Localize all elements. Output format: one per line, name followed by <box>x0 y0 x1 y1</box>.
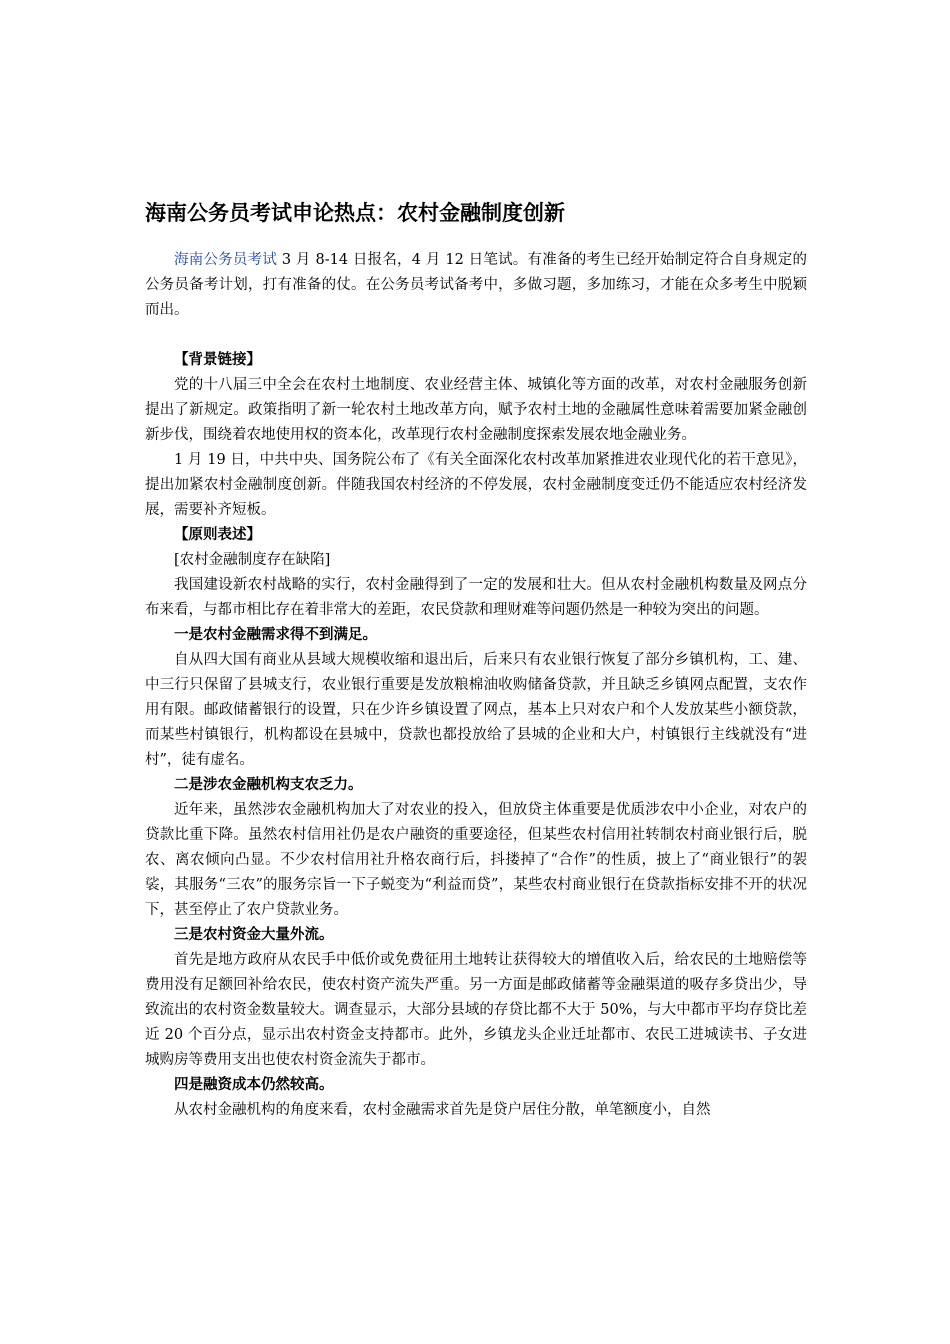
point2-heading: 二是涉农金融机构支农乏力。 <box>174 777 363 793</box>
background-paragraph-1: 党的十八届三中全会在农村土地制度、农业经营主体、城镇化等方面的改革，对农村金融服务创新提出了新规定。政策指明了新一轮农村土地改革方向，赋予农村土地的金融属性意味着需要加紧金融创新步伐，围绕着农地使用权的资本化，改革现行农村金融制度探索发展农地金融业务。 <box>145 377 807 443</box>
point3-heading: 三是农村资金大量外流。 <box>174 927 334 943</box>
exam-link[interactable]: 海南公务员考试 <box>174 252 278 268</box>
intro-paragraph <box>145 248 807 323</box>
point1-heading: 一是农村金融需求得不到满足。 <box>174 627 377 643</box>
background-heading: 【背景链接】 <box>174 352 261 368</box>
article-body <box>145 248 807 1123</box>
background-paragraph-2: 1 月 19 日，中共中央、国务院公布了《有关全面深化农村改革加紧推进农业现代化的若干意见》，提出加紧农村金融制度创新。伴随我国农村经济的不停发展，农村金融制度变迁仍不能适应农村经济发展，需要补齐短板。 <box>145 452 807 518</box>
point1-paragraph: 自从四大国有商业从县域大规模收缩和退出后，后来只有农业银行恢复了部分乡镇机构，工、建、中三行只保留了县城支行，农业银行重要是发放粮棉油收购储备贷款，并且缺乏乡镇网点配置，支农作用有限。邮政储蓄银行的设置，只在少许乡镇设置了网点，基本上只对农户和个人发放某些小额贷款，而某些村镇银行，机构都设在县城中，贷款也都投放给了县城的企业和大户，村镇银行主线就没有“进村”，徒有虚名。 <box>145 652 807 768</box>
point3-paragraph: 首先是地方政府从农民手中低价或免费征用土地转让获得较大的增值收入后，给农民的土地赔偿等费用没有足额回补给农民，使农村资产流失严重。另一方面是邮政储蓄等金融渠道的吸存多贷出少，导致流出的农村资金数量较大。调查显示，大部分县域的存贷比都不大于 50%，与大中都市平均存贷比差近 20 个百分点，显示出农村资金支持都市。此外，乡镇龙头企业迁址都市、农民工进城读书、子女进城购房等费用支出也使农村资金流失于都市。 <box>145 952 807 1068</box>
defects-paragraph: 我国建设新农村战略的实行，农村金融得到了一定的发展和壮大。但从农村金融机构数量及网点分布来看，与都市相比存在着非常大的差距，农民贷款和理财难等问题仍然是一种较为突出的问题。 <box>145 577 807 618</box>
page-title: 海南公务员考试申论热点：农村金融制度创新 <box>145 201 565 225</box>
intro-text: 3 月 8-14 日报名，4 月 12 日笔试。有准备的考生已经开始制定符合自身规定的公务员备考计划，打有准备的仗。在公务员考试备考中，多做习题，多加练习，才能在众多考生中脱颖而出。 <box>145 252 807 318</box>
point2-paragraph: 近年来，虽然涉农金融机构加大了对农业的投入，但放贷主体重要是优质涉农中小企业，对农户的贷款比重下降。虽然农村信用社仍是农户融资的重要途径，但某些农村信用社转制农村商业银行后，脱农、离农倾向凸显。不少农村信用社升格农商行后，抖搂掉了“合作”的性质，披上了“商业银行”的袈裟，其服务“三农”的服务宗旨一下子蜕变为“利益而贷”，某些农村商业银行在贷款指标安排不开的状况下，甚至停止了农户贷款业务。 <box>145 802 807 918</box>
point4-heading: 四是融资成本仍然较高。 <box>174 1077 334 1093</box>
point4-paragraph: 从农村金融机构的角度来看，农村金融需求首先是贷户居住分散，单笔额度小，自然 <box>174 1102 711 1118</box>
defects-heading: [农村金融制度存在缺陷] <box>174 552 331 568</box>
principle-heading: 【原则表述】 <box>174 527 261 543</box>
